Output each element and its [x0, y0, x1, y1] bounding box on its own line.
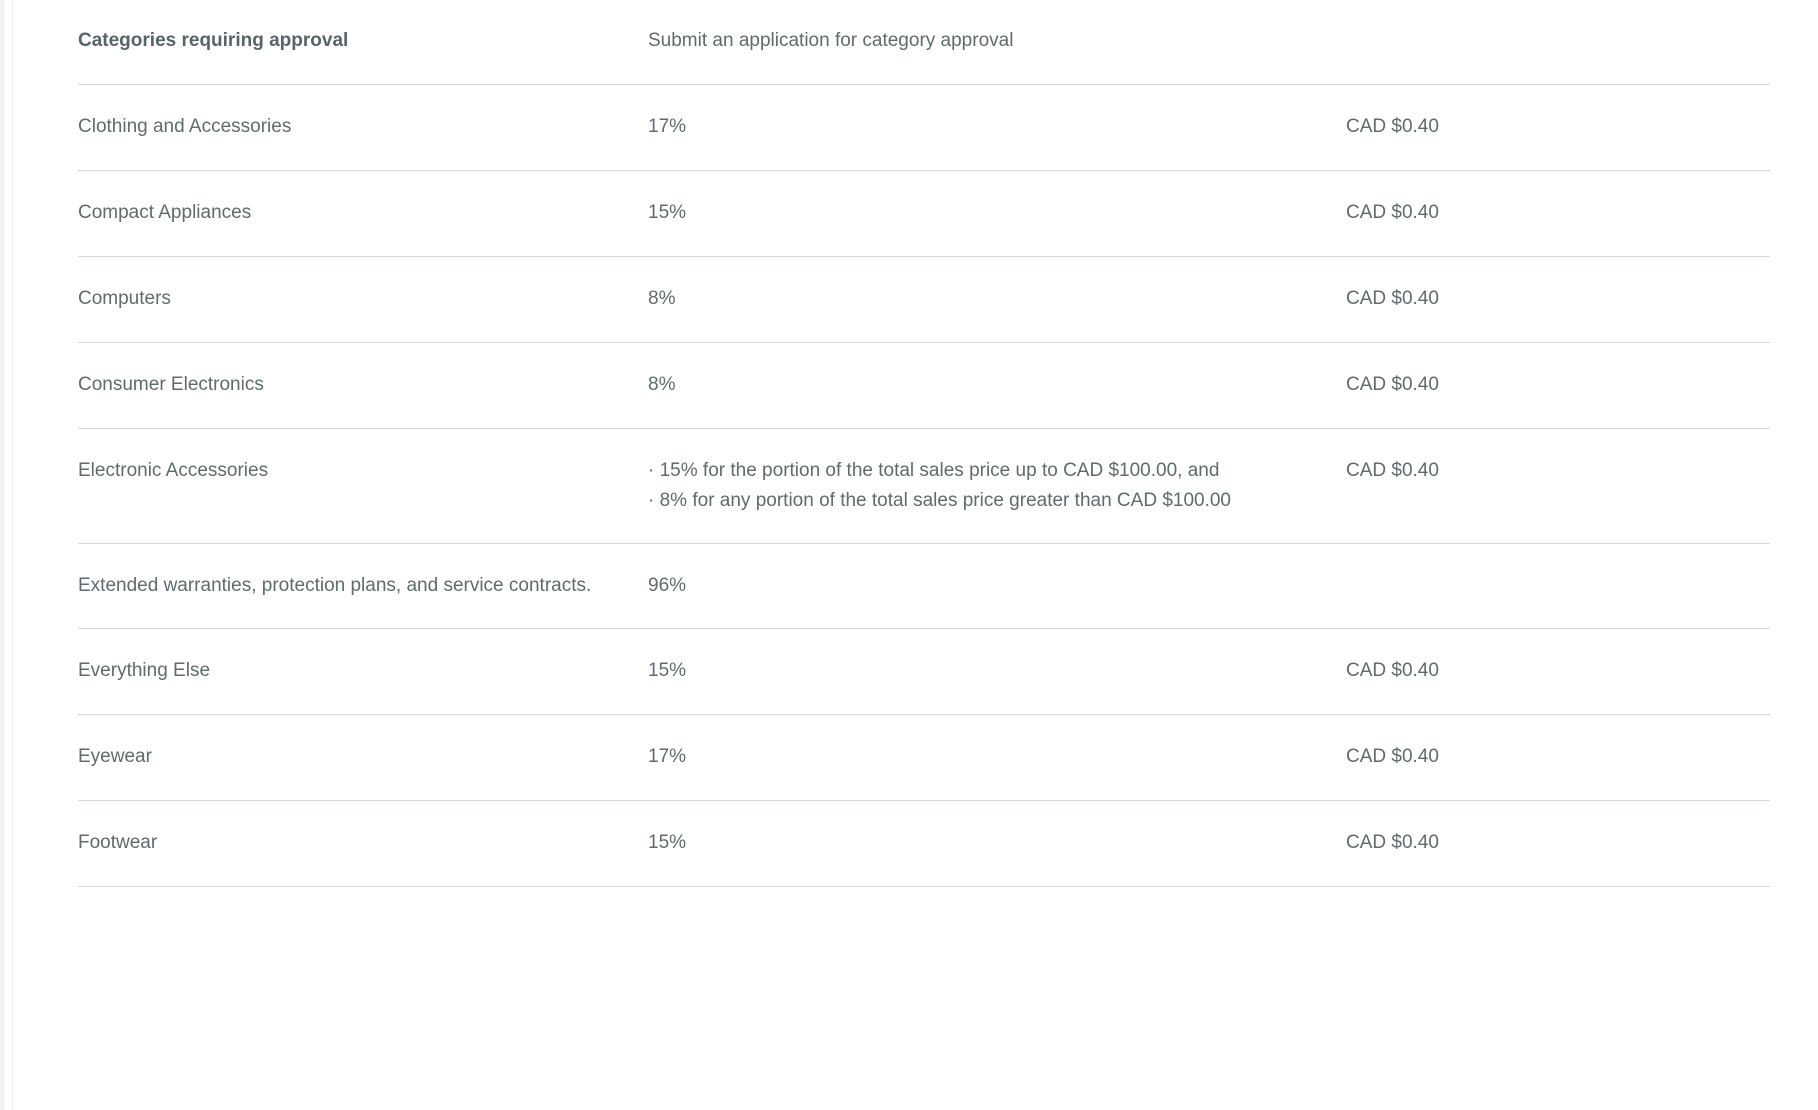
table-row: [78, 715, 1770, 801]
table-header-row: [78, 0, 1770, 85]
referral-fee-line: 8%: [648, 374, 676, 395]
referral-fee-line: 17%: [648, 116, 687, 137]
referral-fee-line: 17%: [648, 746, 687, 767]
table-row: [78, 801, 1770, 887]
table-row: [78, 544, 1770, 629]
cell-category: Clothing and Accessories: [78, 85, 648, 171]
cell-category: Electronic Accessories: [78, 429, 648, 544]
column-header-category: Categories requiring approval: [78, 0, 648, 85]
cell-referral-fee: [648, 629, 1346, 715]
cell-category: Consumer Electronics: [78, 343, 648, 429]
referral-fee-line: 8%: [648, 288, 676, 309]
cell-closing-fee: CAD $0.40: [1346, 171, 1770, 257]
cell-closing-fee: [1346, 544, 1770, 629]
column-header-referral-fee: Submit an application for category approval: [648, 0, 1346, 85]
referral-fee-line: 15%: [648, 832, 687, 853]
cell-category: Footwear: [78, 801, 648, 887]
referral-fee-table: [78, 0, 1770, 887]
cell-closing-fee: CAD $0.40: [1346, 715, 1770, 801]
cell-referral-fee: [648, 171, 1346, 257]
cell-closing-fee: CAD $0.40: [1346, 629, 1770, 715]
cell-referral-fee: [648, 801, 1346, 887]
referral-fee-line: · 15% for the portion of the total sales price up to CAD $100.00, and: [648, 460, 1220, 481]
cell-referral-fee: [648, 85, 1346, 171]
cell-category: Eyewear: [78, 715, 648, 801]
content-area: [12, 0, 1818, 887]
cell-closing-fee: CAD $0.40: [1346, 257, 1770, 343]
cell-category: Compact Appliances: [78, 171, 648, 257]
table-row: [78, 171, 1770, 257]
referral-fee-line: 96%: [648, 575, 687, 596]
table-row: [78, 629, 1770, 715]
cell-referral-fee: [648, 715, 1346, 801]
cell-referral-fee: [648, 257, 1346, 343]
table-header: [78, 0, 1770, 85]
table-row: [78, 429, 1770, 544]
table-row: [78, 257, 1770, 343]
table-row: [78, 85, 1770, 171]
table-body: [78, 85, 1770, 887]
cell-closing-fee: CAD $0.40: [1346, 429, 1770, 544]
cell-category: Extended warranties, protection plans, and service contracts.: [78, 544, 648, 629]
referral-fee-line: 15%: [648, 202, 687, 223]
cell-closing-fee: CAD $0.40: [1346, 801, 1770, 887]
cell-referral-fee: [648, 343, 1346, 429]
table-row: [78, 343, 1770, 429]
cell-referral-fee: [648, 544, 1346, 629]
cell-category: Everything Else: [78, 629, 648, 715]
cell-referral-fee: [648, 429, 1346, 544]
referral-fee-line: · 8% for any portion of the total sales price greater than CAD $100.00: [648, 490, 1231, 511]
cell-closing-fee: CAD $0.40: [1346, 85, 1770, 171]
cell-closing-fee: CAD $0.40: [1346, 343, 1770, 429]
column-header-closing-fee: [1346, 0, 1770, 85]
cell-category: Computers: [78, 257, 648, 343]
referral-fee-line: 15%: [648, 660, 687, 681]
